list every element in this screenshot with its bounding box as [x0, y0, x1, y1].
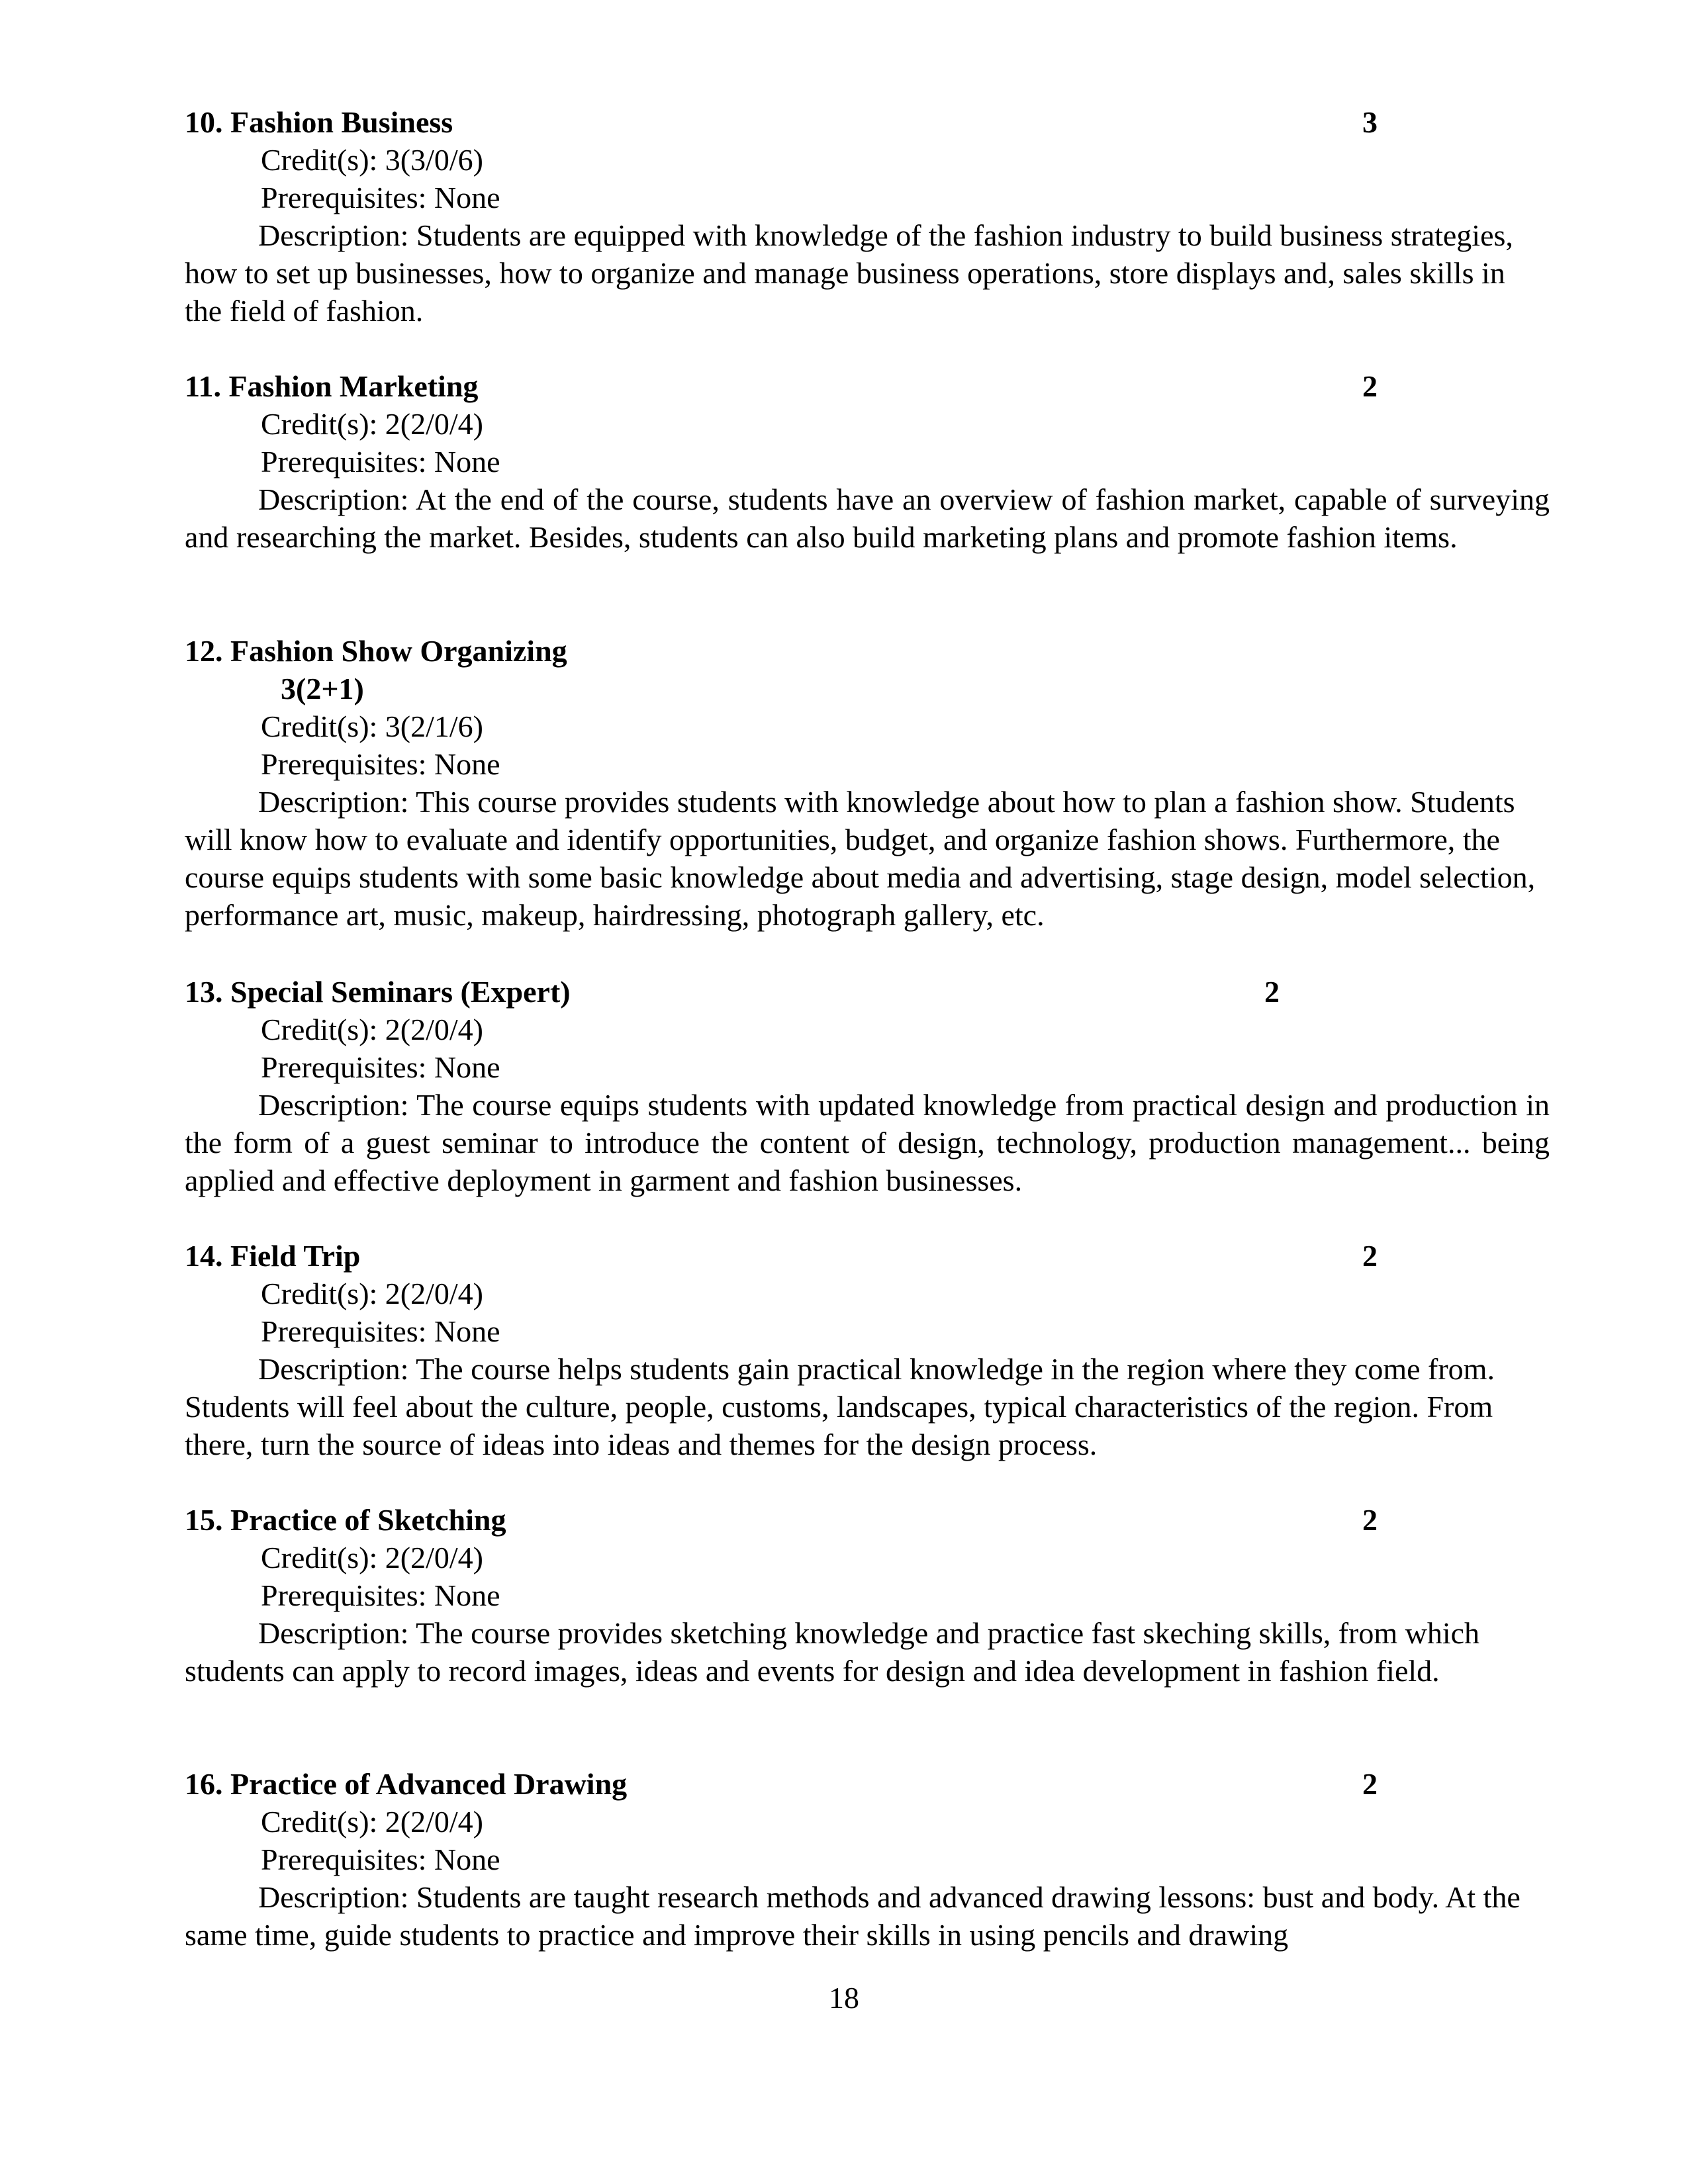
course-field-trip [185, 1237, 1550, 1463]
credit-line: Credit(s): 2(2/0/4) [261, 407, 483, 441]
course-description: Description: The course helps students gain practical knowledge in the region where they come from. Students will feel about the culture, people, customs, landscapes, typical characteristics of the region. From there, turn the source of ideas into ideas and themes for the design process. [185, 1352, 1495, 1461]
prerequisites-line: Prerequisites: None [261, 1578, 500, 1612]
course-credits: 2 [1362, 369, 1378, 403]
course-description: Description: Students are equipped with knowledge of the fashion industry to build business strategies, how to set up businesses, how to organize and manage business operations, store displays and, sales skills in the field of fashion. [185, 218, 1513, 328]
course-description: Description: The course provides sketching knowledge and practice fast skeching skills, from which students can apply to record images, ideas and events for design and idea development in fashion field. [185, 1616, 1480, 1688]
course-header [185, 103, 1550, 141]
prerequisites-line: Prerequisites: None [261, 747, 500, 781]
credit-line: Credit(s): 3(3/0/6) [261, 143, 483, 177]
page-number: 18 [829, 1981, 859, 2015]
course-fashion-business [185, 103, 1550, 330]
prerequisites-line: Prerequisites: None [261, 1314, 500, 1348]
course-header [185, 1237, 1550, 1275]
course-header [185, 1765, 1550, 1803]
course-description: Description: At the end of the course, students have an overview of fashion market, capable of surveying and researching the market. Besides, students can also build marketing plans and promote fashion items. [185, 482, 1550, 554]
credit-line: Credit(s): 2(2/0/4) [261, 1013, 483, 1046]
course-credits: 3(2+1) [281, 672, 364, 705]
course-fashion-marketing [185, 367, 1550, 556]
course-description: Description: This course provides students with knowledge about how to plan a fashion show. Students will know how to evaluate and identify opportunities, budget, and organize fashion shows. Furthermore, the course equips students with some basic knowledge about media and advertising, stage design, model selection, performance art, music, makeup, hairdressing, photograph gallery, etc. [185, 785, 1536, 932]
course-header [185, 632, 1550, 670]
credit-line: Credit(s): 2(2/0/4) [261, 1277, 483, 1310]
credit-line: Credit(s): 3(2/1/6) [261, 709, 483, 743]
course-header [185, 973, 1550, 1011]
course-header [185, 367, 1550, 405]
course-credits: 3 [1362, 105, 1378, 139]
course-fashion-show-organizing [185, 632, 1550, 934]
course-title: 14. Field Trip [185, 1239, 361, 1273]
course-description: Description: The course equips students with updated knowledge from practical design and production in the form of a guest seminar to introduce the content of design, technology, production management... being applied and effective deployment in garment and fashion businesses. [185, 1088, 1550, 1197]
prerequisites-line: Prerequisites: None [261, 181, 500, 214]
course-header [185, 1501, 1550, 1539]
prerequisites-line: Prerequisites: None [261, 1843, 500, 1876]
course-title: 15. Practice of Sketching [185, 1503, 506, 1537]
course-description: Description: Students are taught research methods and advanced drawing lessons: bust and body. At the same time, guide students to practice and improve their skills in using pencils and drawing [185, 1880, 1521, 1952]
credit-line: Credit(s): 2(2/0/4) [261, 1541, 483, 1574]
course-practice-of-advanced-drawing [185, 1765, 1550, 1954]
prerequisites-line: Prerequisites: None [261, 445, 500, 478]
course-practice-of-sketching [185, 1501, 1550, 1690]
prerequisites-line: Prerequisites: None [261, 1050, 500, 1084]
credit-line: Credit(s): 2(2/0/4) [261, 1805, 483, 1839]
course-title: 12. Fashion Show Organizing [185, 634, 567, 668]
course-title: 16. Practice of Advanced Drawing [185, 1767, 628, 1801]
course-title: 13. Special Seminars (Expert) [185, 975, 571, 1009]
course-title: 11. Fashion Marketing [185, 369, 479, 403]
course-credits: 2 [1362, 1239, 1378, 1273]
course-credits: 2 [1362, 1767, 1378, 1801]
course-title: 10. Fashion Business [185, 105, 453, 139]
course-special-seminars [185, 973, 1550, 1199]
course-credits: 2 [1362, 1503, 1378, 1537]
course-credits: 2 [1264, 975, 1280, 1009]
